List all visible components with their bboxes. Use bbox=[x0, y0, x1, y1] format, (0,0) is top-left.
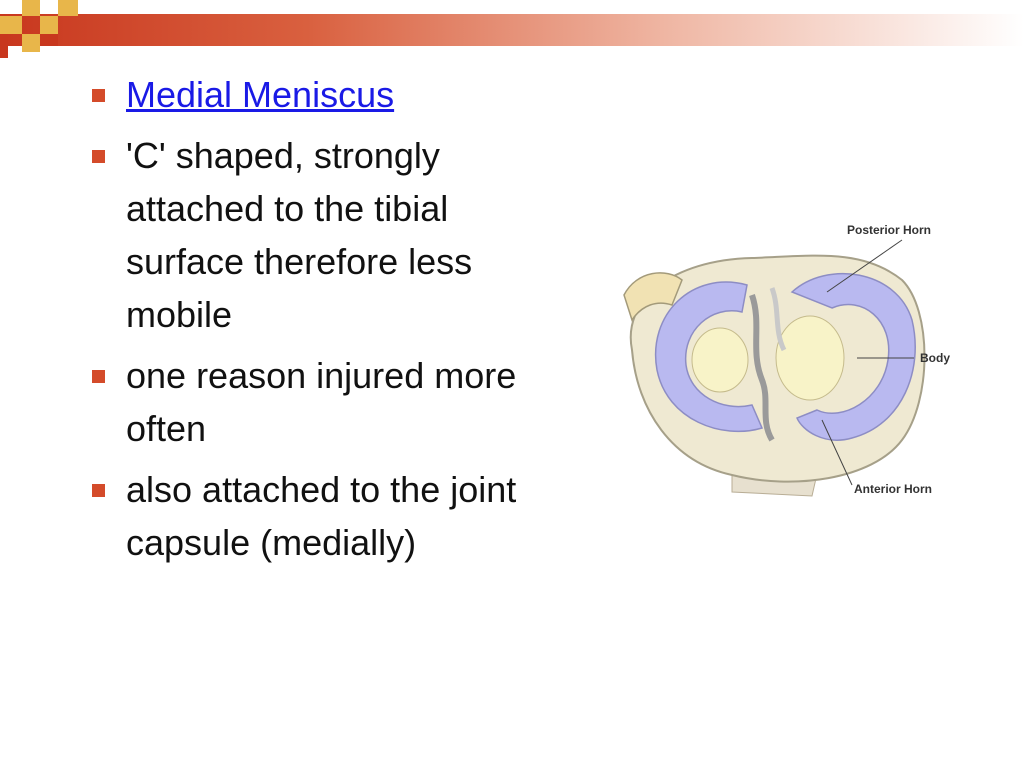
square-bullet-icon bbox=[92, 370, 105, 383]
bullet-item bbox=[88, 129, 548, 341]
meniscus-illustration bbox=[612, 200, 974, 550]
bullet-item bbox=[88, 349, 548, 455]
bullet-text: 'C' shaped, strongly attached to the tibial surface therefore less mobile bbox=[126, 135, 473, 335]
meniscus-diagram bbox=[612, 200, 974, 550]
label-body: Body bbox=[920, 351, 950, 365]
lateral-articular-area bbox=[776, 316, 844, 400]
square-bullet-icon bbox=[92, 484, 105, 497]
bullet-list bbox=[88, 68, 548, 577]
header-gradient-bar bbox=[0, 14, 1024, 46]
bullet-text: one reason injured more often bbox=[126, 355, 517, 449]
bullet-text: also attached to the joint capsule (medially) bbox=[126, 469, 517, 563]
bullet-item bbox=[88, 463, 548, 569]
label-anterior-horn: Anterior Horn bbox=[854, 482, 932, 496]
square-bullet-icon bbox=[92, 89, 105, 102]
corner-checker-logo bbox=[0, 0, 80, 60]
medial-articular-area bbox=[692, 328, 748, 392]
label-posterior-horn: Posterior Horn bbox=[847, 223, 932, 237]
square-bullet-icon bbox=[92, 150, 105, 163]
medial-meniscus-link[interactable]: Medial Meniscus bbox=[126, 74, 395, 115]
bullet-item bbox=[88, 68, 548, 121]
